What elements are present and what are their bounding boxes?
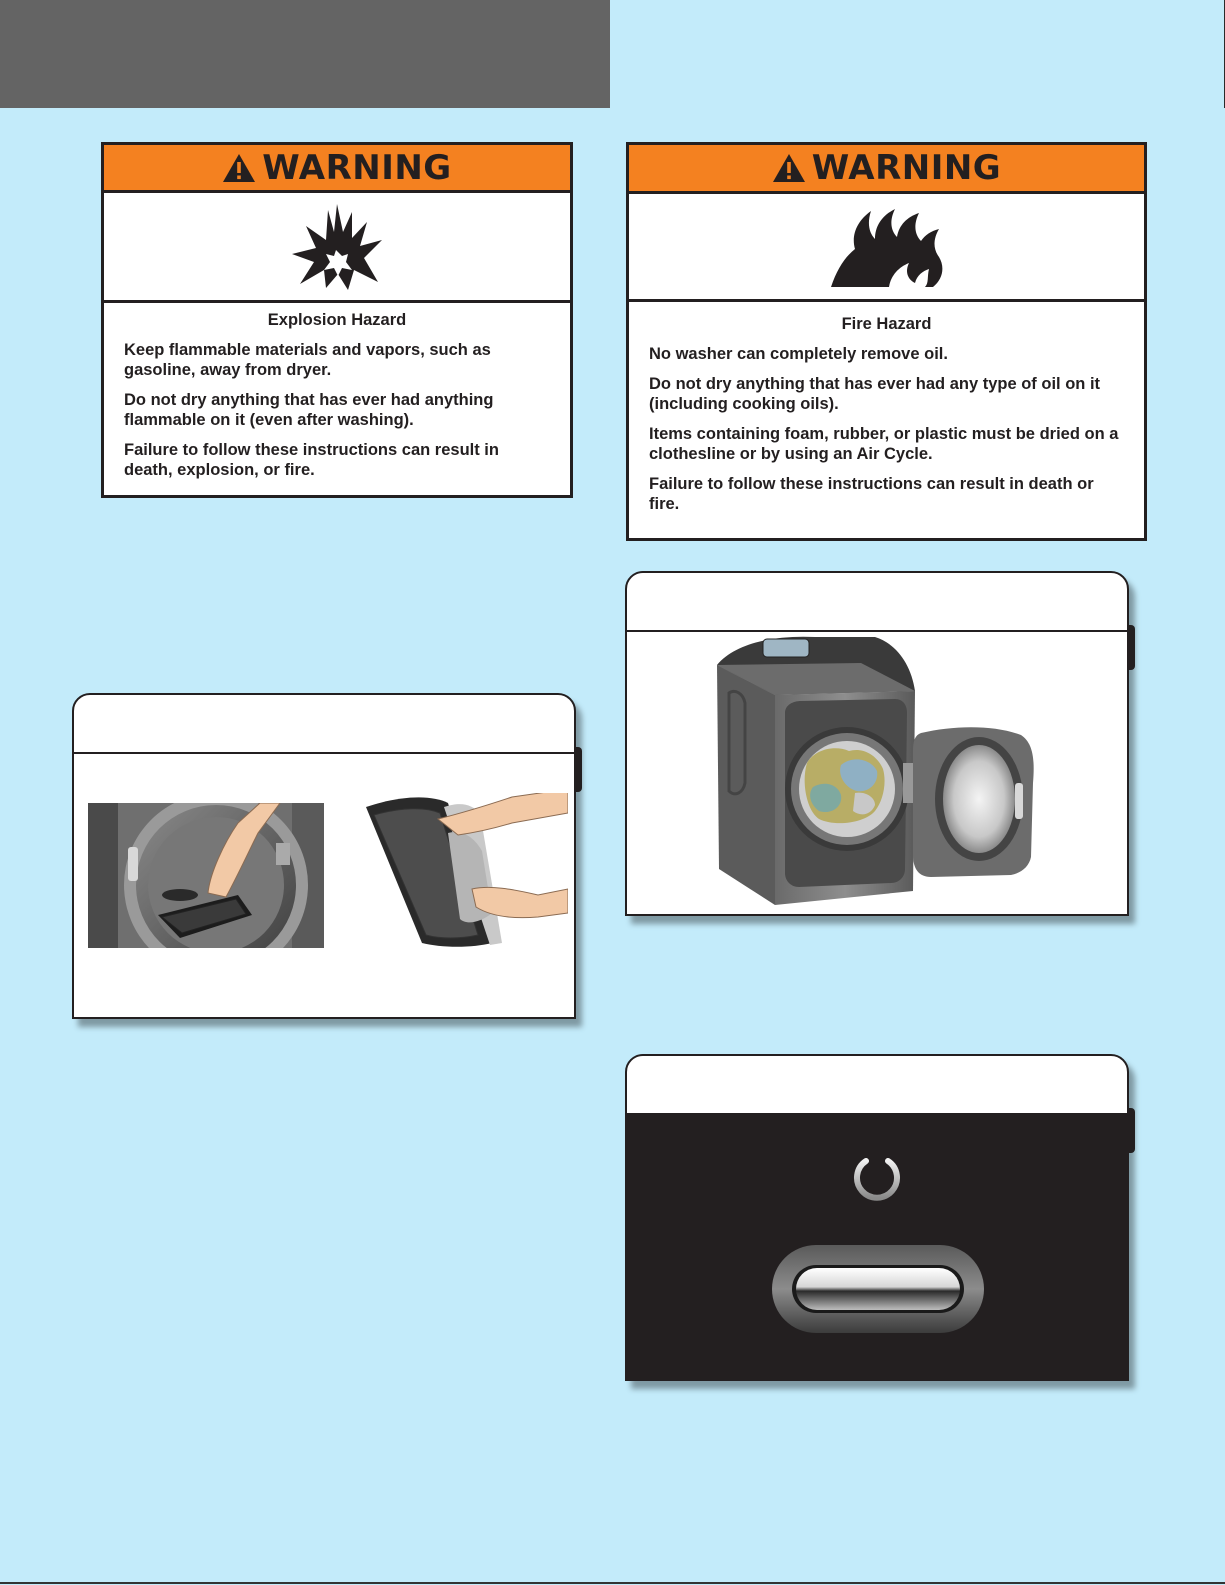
panel-tab	[1129, 625, 1135, 670]
lint-filter-removal-illustration	[88, 803, 324, 948]
bottom-rule	[0, 1582, 1225, 1584]
panel-header	[627, 573, 1127, 632]
warning-header	[104, 145, 570, 193]
power-panel	[625, 1054, 1129, 1381]
lint-filter-cleaning-illustration	[362, 793, 568, 951]
explosion-pictogram	[104, 193, 570, 303]
hazard-title: Fire Hazard	[841, 315, 932, 333]
warning-heading: WARNING	[811, 148, 1002, 188]
explosion-icon	[292, 204, 382, 290]
fire-icon	[829, 205, 945, 289]
panel-header	[74, 695, 574, 754]
alert-triangle-icon	[772, 153, 806, 183]
warning-line: Failure to follow these instructions can result in death or fire.	[649, 475, 1094, 513]
fire-pictogram	[629, 194, 1144, 302]
warning-line: Failure to follow these instructions can result in death, explosion, or fire.	[124, 441, 499, 479]
warning-heading: WARNING	[262, 147, 452, 188]
lint-filter-panel	[72, 693, 576, 1019]
power-icon	[849, 1149, 905, 1205]
dryer-open-door-illustration	[715, 633, 1045, 911]
control-panel-surface	[625, 1113, 1129, 1381]
warning-line: Do not dry anything that has ever had anything flammable on it (even after washing).	[124, 391, 494, 429]
dryer-panel	[625, 571, 1129, 916]
warning-line: No washer can completely remove oil.	[649, 345, 948, 363]
panel-tab	[576, 747, 582, 792]
warning-line: Keep flammable materials and vapors, such as gasoline, away from dryer.	[124, 341, 491, 379]
warning-line: Items containing foam, rubber, or plastic must be dried on a clothesline or by using an Air Cycle.	[649, 425, 1119, 463]
explosion-warning-box	[101, 142, 573, 498]
fire-warning-box	[626, 142, 1147, 541]
warning-header	[629, 145, 1144, 194]
header-bar	[0, 0, 610, 108]
warning-line: Do not dry anything that has ever had any type of oil on it (including cooking oils).	[649, 375, 1101, 413]
panel-tab	[1129, 1108, 1135, 1153]
panel-header	[627, 1056, 1127, 1111]
alert-triangle-icon	[222, 153, 256, 183]
power-button[interactable]	[770, 1243, 986, 1335]
hazard-title: Explosion Hazard	[267, 311, 407, 329]
